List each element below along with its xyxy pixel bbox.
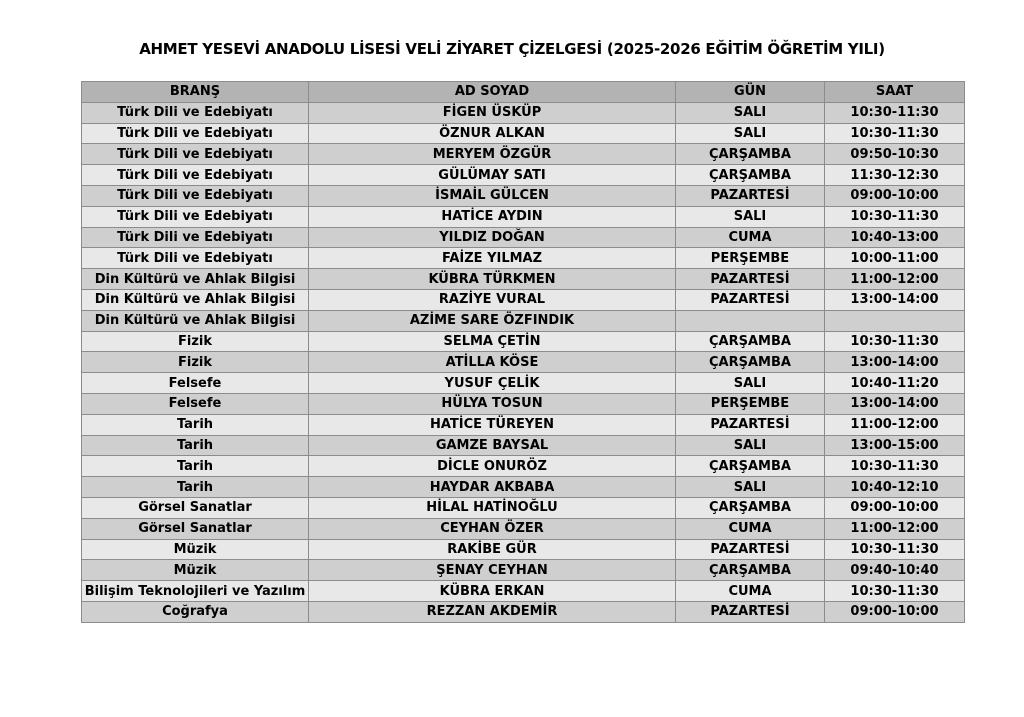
cell-saat: 10:30-11:30 [825,206,965,227]
table-row [82,581,965,602]
cell-saat: 13:00-14:00 [825,289,965,310]
cell-gun: PAZARTESİ [676,601,825,622]
cell-saat: 13:00-14:00 [825,352,965,373]
cell-saat: 10:30-11:30 [825,102,965,123]
cell-saat: 10:40-13:00 [825,227,965,248]
table-row [82,123,965,144]
cell-brans: Din Kültürü ve Ahlak Bilgisi [82,289,309,310]
table-row [82,206,965,227]
cell-gun: PAZARTESİ [676,414,825,435]
table-row [82,560,965,581]
table-row [82,414,965,435]
cell-brans: Fizik [82,352,309,373]
cell-brans: Türk Dili ve Edebiyatı [82,123,309,144]
cell-brans: Coğrafya [82,601,309,622]
cell-ad-soyad: ATİLLA KÖSE [309,352,676,373]
cell-ad-soyad: HAYDAR AKBABA [309,477,676,498]
cell-ad-soyad: YILDIZ DOĞAN [309,227,676,248]
cell-saat: 10:30-11:30 [825,581,965,602]
cell-brans: Din Kültürü ve Ahlak Bilgisi [82,310,309,331]
cell-gun: SALI [676,123,825,144]
cell-saat: 11:00-12:00 [825,518,965,539]
table-row [82,393,965,414]
cell-brans: Türk Dili ve Edebiyatı [82,248,309,269]
table-row [82,331,965,352]
cell-ad-soyad: DİCLE ONURÖZ [309,456,676,477]
cell-gun: PAZARTESİ [676,269,825,290]
cell-ad-soyad: İSMAİL GÜLCEN [309,185,676,206]
cell-saat: 09:50-10:30 [825,144,965,165]
table-row [82,497,965,518]
cell-gun: CUMA [676,518,825,539]
cell-gun: PERŞEMBE [676,393,825,414]
cell-ad-soyad: AZİME SARE ÖZFINDIK [309,310,676,331]
cell-saat: 13:00-14:00 [825,393,965,414]
cell-saat: 10:30-11:30 [825,123,965,144]
cell-gun: CUMA [676,227,825,248]
cell-ad-soyad: ÖZNUR ALKAN [309,123,676,144]
cell-gun: ÇARŞAMBA [676,144,825,165]
cell-gun: SALI [676,102,825,123]
table-row [82,539,965,560]
cell-brans: Felsefe [82,373,309,394]
table-row [82,373,965,394]
cell-gun: ÇARŞAMBA [676,456,825,477]
cell-saat: 11:30-12:30 [825,165,965,186]
visit-schedule-table [81,81,965,623]
cell-brans: Bilişim Teknolojileri ve Yazılım [82,581,309,602]
table-row [82,165,965,186]
table-row [82,269,965,290]
cell-saat: 10:30-11:30 [825,456,965,477]
table-row [82,518,965,539]
cell-brans: Türk Dili ve Edebiyatı [82,144,309,165]
cell-ad-soyad: REZZAN AKDEMİR [309,601,676,622]
table-row [82,352,965,373]
table-row [82,185,965,206]
cell-gun: ÇARŞAMBA [676,352,825,373]
cell-brans: Fizik [82,331,309,352]
cell-gun: PAZARTESİ [676,539,825,560]
column-header-saat: SAAT [825,82,965,103]
cell-ad-soyad: KÜBRA TÜRKMEN [309,269,676,290]
cell-ad-soyad: HATİCE TÜREYEN [309,414,676,435]
column-header-gun: GÜN [676,82,825,103]
table-row [82,601,965,622]
table-row [82,456,965,477]
cell-saat: 09:40-10:40 [825,560,965,581]
cell-ad-soyad: GÜLÜMAY SATI [309,165,676,186]
cell-ad-soyad: RAZİYE VURAL [309,289,676,310]
cell-saat: 09:00-10:00 [825,497,965,518]
cell-brans: Tarih [82,435,309,456]
cell-brans: Felsefe [82,393,309,414]
table-row [82,310,965,331]
cell-brans: Türk Dili ve Edebiyatı [82,102,309,123]
cell-gun: SALI [676,435,825,456]
cell-brans: Tarih [82,456,309,477]
cell-brans: Görsel Sanatlar [82,497,309,518]
cell-saat: 13:00-15:00 [825,435,965,456]
column-header-ad-soyad: AD SOYAD [309,82,676,103]
table-row [82,248,965,269]
cell-ad-soyad: FİGEN ÜSKÜP [309,102,676,123]
cell-ad-soyad: SELMA ÇETİN [309,331,676,352]
cell-saat: 11:00-12:00 [825,414,965,435]
cell-gun: SALI [676,206,825,227]
cell-saat: 10:30-11:30 [825,331,965,352]
cell-gun: ÇARŞAMBA [676,331,825,352]
cell-saat [825,310,965,331]
cell-brans: Müzik [82,539,309,560]
cell-saat: 10:40-11:20 [825,373,965,394]
table-header-row [82,82,965,103]
cell-gun: ÇARŞAMBA [676,560,825,581]
cell-brans: Türk Dili ve Edebiyatı [82,227,309,248]
cell-gun: PAZARTESİ [676,289,825,310]
cell-gun: PAZARTESİ [676,185,825,206]
cell-brans: Müzik [82,560,309,581]
cell-gun: ÇARŞAMBA [676,497,825,518]
column-header-brans: BRANŞ [82,82,309,103]
cell-saat: 09:00-10:00 [825,601,965,622]
cell-gun [676,310,825,331]
cell-saat: 10:00-11:00 [825,248,965,269]
cell-ad-soyad: MERYEM ÖZGÜR [309,144,676,165]
cell-ad-soyad: HİLAL HATİNOĞLU [309,497,676,518]
cell-ad-soyad: HÜLYA TOSUN [309,393,676,414]
table-row [82,227,965,248]
cell-gun: PERŞEMBE [676,248,825,269]
cell-brans: Türk Dili ve Edebiyatı [82,206,309,227]
table-row [82,102,965,123]
cell-brans: Din Kültürü ve Ahlak Bilgisi [82,269,309,290]
cell-ad-soyad: GAMZE BAYSAL [309,435,676,456]
cell-ad-soyad: CEYHAN ÖZER [309,518,676,539]
cell-brans: Görsel Sanatlar [82,518,309,539]
cell-gun: SALI [676,477,825,498]
table-row [82,477,965,498]
table-row [82,435,965,456]
cell-saat: 09:00-10:00 [825,185,965,206]
page-title: AHMET YESEVİ ANADOLU LİSESİ VELİ ZİYARET ÇİZELGESİ (2025-2026 EĞİTİM ÖĞRETİM YILI) [139,40,885,58]
cell-gun: CUMA [676,581,825,602]
cell-ad-soyad: FAİZE YILMAZ [309,248,676,269]
cell-saat: 11:00-12:00 [825,269,965,290]
table-row [82,289,965,310]
cell-ad-soyad: HATİCE AYDIN [309,206,676,227]
table-body [82,102,965,622]
cell-brans: Türk Dili ve Edebiyatı [82,185,309,206]
table-row [82,144,965,165]
cell-gun: ÇARŞAMBA [676,165,825,186]
cell-brans: Tarih [82,477,309,498]
cell-ad-soyad: ŞENAY CEYHAN [309,560,676,581]
cell-ad-soyad: KÜBRA ERKAN [309,581,676,602]
cell-saat: 10:30-11:30 [825,539,965,560]
cell-ad-soyad: RAKİBE GÜR [309,539,676,560]
cell-ad-soyad: YUSUF ÇELİK [309,373,676,394]
cell-gun: SALI [676,373,825,394]
cell-saat: 10:40-12:10 [825,477,965,498]
cell-brans: Türk Dili ve Edebiyatı [82,165,309,186]
cell-brans: Tarih [82,414,309,435]
